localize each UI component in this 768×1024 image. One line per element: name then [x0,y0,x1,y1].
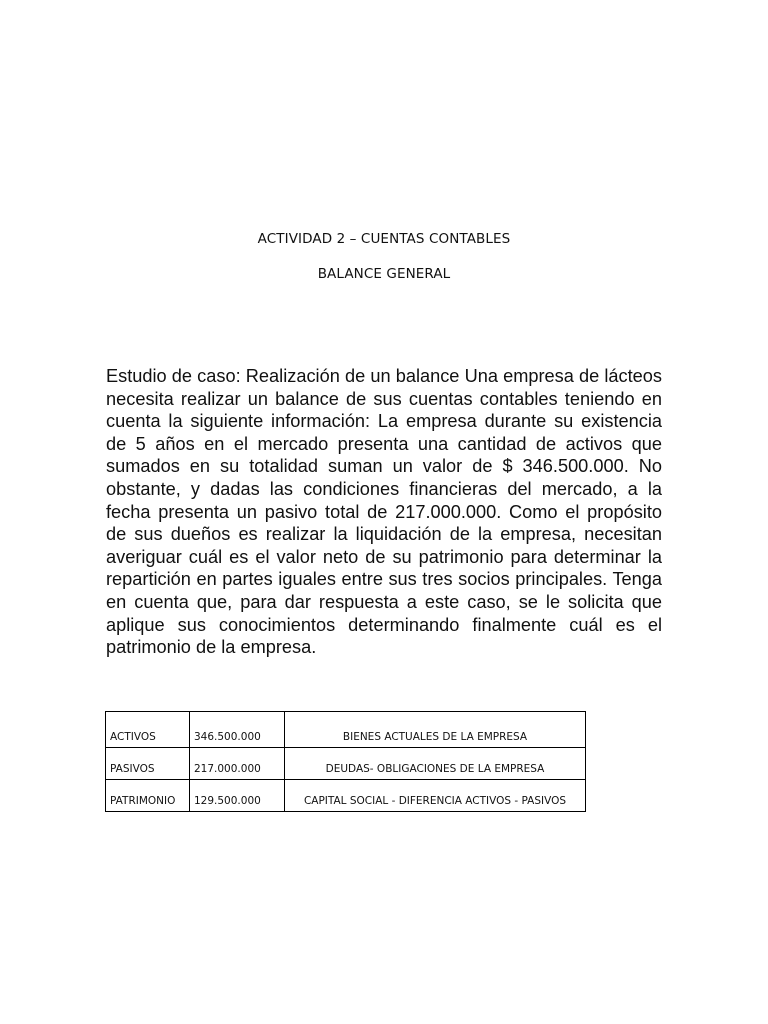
description-cell: BIENES ACTUALES DE LA EMPRESA [285,712,586,748]
amount-cell: 129.500.000 [190,780,285,812]
document-title: ACTIVIDAD 2 – CUENTAS CONTABLES [257,231,511,247]
description-cell: CAPITAL SOCIAL - DIFERENCIA ACTIVOS - PASIVOS [285,780,586,812]
table-row [106,748,586,780]
account-cell: PATRIMONIO [106,780,190,812]
case-study-paragraph: Estudio de caso: Realización de un balance Una empresa de lácteos necesita realizar un balance de sus cuentas contables teniendo en cuenta la siguiente información: La empresa durante su existencia de 5 años en el mercado presenta una cantidad de activos que sumados en su totalidad suman un valor de $ 346.500.000. No obstante, y dadas las condiciones financieras del mercado, a la fecha presenta un pasivo total de 217.000.000. Como el propósito de sus dueños es realizar la liquidación de la empresa, necesitan averiguar cuál es el valor neto de su patrimonio para determinar la repartición en partes iguales entre sus tres socios principales. Tenga en cuenta que, para dar respuesta a este caso, se le solicita que aplique sus conocimientos determinando finalmente cuál es el patrimonio de la empresa. [106,366,662,658]
account-cell: ACTIVOS [106,712,190,748]
amount-cell: 346.500.000 [190,712,285,748]
account-cell: PASIVOS [106,748,190,780]
amount-cell: 217.000.000 [190,748,285,780]
table-row [106,780,586,812]
description-cell: DEUDAS- OBLIGACIONES DE LA EMPRESA [285,748,586,780]
document-subtitle: BALANCE GENERAL [317,266,451,282]
balance-table [105,711,586,812]
table-row [106,712,586,748]
